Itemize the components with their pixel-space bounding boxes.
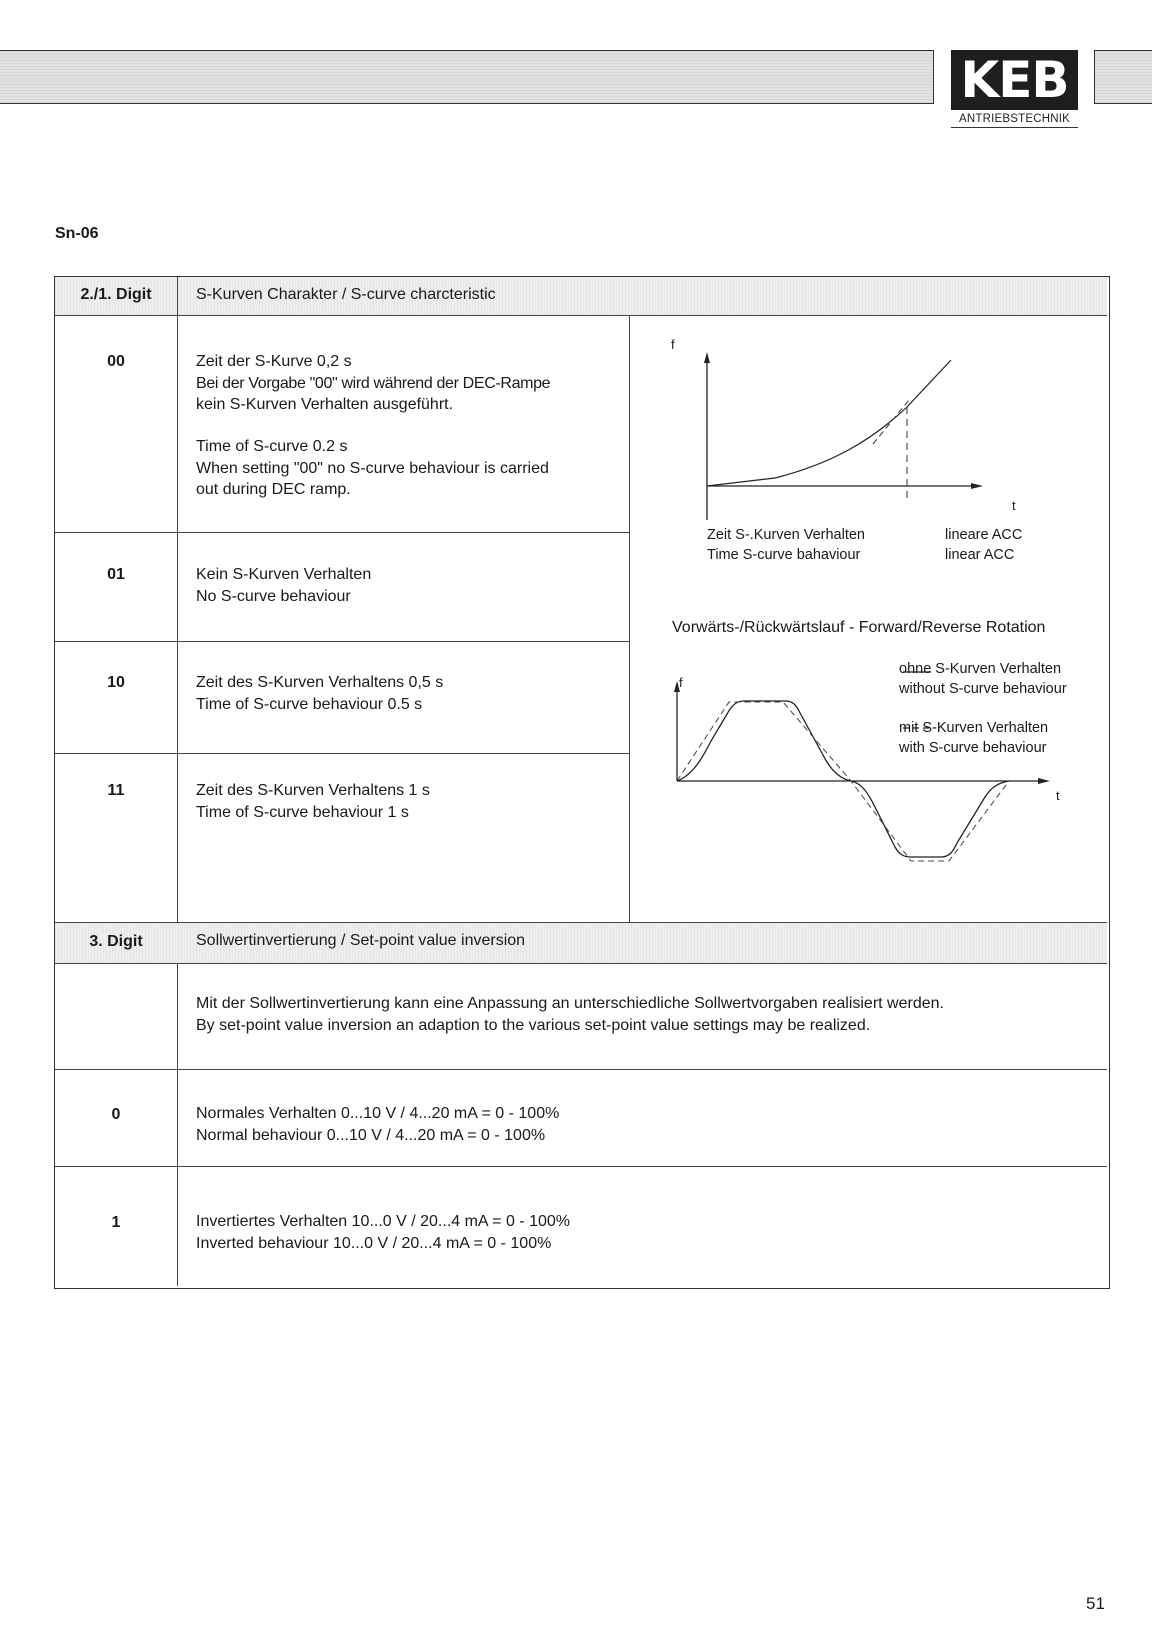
- row-00-text-en: [196, 436, 549, 501]
- row-divider: [55, 1166, 1107, 1167]
- legend-solid-text: [899, 659, 1067, 699]
- text-line: Time of S-curve 0.2 s: [196, 438, 348, 455]
- header-band-right: [1094, 50, 1152, 104]
- row-1-text: [196, 1211, 570, 1254]
- row-10-text: [196, 672, 443, 715]
- text-line: with S-curve behaviour: [899, 740, 1047, 756]
- row-code-01: 01: [107, 566, 125, 583]
- logo-subtitle: ANTRIEBSTECHNIK: [951, 113, 1078, 128]
- text-line: Normales Verhalten 0...10 V / 4...20 mA = 0 - 100%: [196, 1105, 560, 1122]
- diagram2-title: Vorwärts-/Rückwärtslauf - Forward/Reverse Rotation: [672, 619, 1046, 636]
- text-line: Normal behaviour 0...10 V / 4...20 mA = 0 - 100%: [196, 1126, 546, 1144]
- row-01-text: [196, 564, 371, 607]
- text-line: out during DEC ramp.: [196, 481, 351, 498]
- text-line: ohne S-Kurven Verhalten: [899, 661, 1062, 677]
- text-line: mit S-Kurven Verhalten: [899, 720, 1049, 736]
- diagram1-label-linear: [945, 525, 1022, 565]
- row-0-text: [196, 1103, 559, 1146]
- text-line: Time of S-curve behaviour 0.5 s: [196, 695, 423, 713]
- header-band-left: [0, 50, 934, 104]
- text-line: Mit der Sollwertinvertierung kann eine Anpassung an unterschiedliche Sollwertvorgaben realisiert werden.: [196, 995, 944, 1012]
- text-line: Invertiertes Verhalten 10...0 V / 20...4 mA = 0 - 100%: [196, 1213, 570, 1230]
- row-divider: [55, 753, 629, 754]
- section1-title: S-Kurven Charakter / S-curve charcteristic: [196, 286, 496, 303]
- s-curve-line: [707, 360, 951, 486]
- text-line: By set-point value inversion an adaption to the various set-point value settings may be realized.: [196, 1016, 871, 1034]
- y-axis-arrow: [704, 352, 710, 363]
- diagram-column-divider: [629, 316, 630, 922]
- section1-digit-label: 2./1. Digit: [80, 286, 152, 303]
- diagram2-axis-t: t: [1056, 788, 1060, 803]
- code-column-divider: [177, 277, 178, 1286]
- row-divider: [55, 641, 629, 642]
- x-axis-arrow: [1038, 778, 1050, 784]
- text-line: Kein S-Kurven Verhalten: [196, 566, 372, 583]
- row-divider: [55, 532, 629, 533]
- text-line: Time S-curve bahaviour: [707, 547, 861, 563]
- page-number: 51: [1086, 1594, 1105, 1613]
- x-axis-arrow: [971, 483, 983, 489]
- text-line: kein S-Kurven Verhalten ausgeführt.: [196, 396, 454, 413]
- row-code-1: 1: [111, 1214, 121, 1231]
- keb-logo: [951, 50, 1078, 110]
- row-code-0: 0: [111, 1106, 121, 1123]
- y-axis-arrow: [674, 681, 680, 692]
- text-line: No S-curve behaviour: [196, 587, 351, 605]
- diagram-s-curve-acc: [655, 332, 1085, 532]
- section2-title: Sollwertinvertierung / Set-point value inversion: [196, 932, 526, 949]
- text-line: Zeit S-.Kurven Verhalten: [707, 527, 865, 543]
- page-code: Sn-06: [55, 225, 99, 242]
- text-line: Zeit des S-Kurven Verhaltens 1 s: [196, 782, 430, 799]
- text-line: lineare ACC: [945, 527, 1023, 543]
- row-code-11: 11: [107, 782, 125, 799]
- legend-dashed-text: [899, 718, 1048, 758]
- row-code-10: 10: [107, 674, 125, 691]
- text-line: Inverted behaviour 10...0 V / 20...4 mA = 0 - 100%: [196, 1234, 552, 1252]
- section2-digit-label: 3. Digit: [89, 933, 143, 950]
- row-divider: [55, 1069, 1107, 1070]
- row-code-00: 00: [107, 353, 125, 370]
- text-line: Zeit der S-Kurve 0,2 s: [196, 353, 352, 370]
- text-line: linear ACC: [945, 547, 1015, 563]
- linear-acc-line: [873, 400, 909, 444]
- row-00-text-de: [196, 351, 550, 416]
- section2-intro: [196, 993, 944, 1036]
- text-line: without S-curve behaviour: [899, 681, 1067, 697]
- text-line: When setting "00" no S-curve behaviour is carried: [196, 459, 549, 477]
- parameter-table: [54, 276, 1110, 1289]
- diagram1-axis-t: t: [1012, 498, 1016, 513]
- row-11-text: [196, 780, 430, 823]
- diagram1-label-scurve: [707, 525, 865, 565]
- text-line: Bei der Vorgabe "00" wird während der DEC-Rampe: [196, 374, 551, 392]
- text-line: Zeit des S-Kurven Verhaltens 0,5 s: [196, 674, 444, 691]
- text-line: Time of S-curve behaviour 1 s: [196, 803, 409, 821]
- diagram1-axis-f: f: [671, 337, 675, 352]
- diagram2-axis-f: f: [679, 675, 683, 690]
- logo-text: KEB: [960, 51, 1069, 109]
